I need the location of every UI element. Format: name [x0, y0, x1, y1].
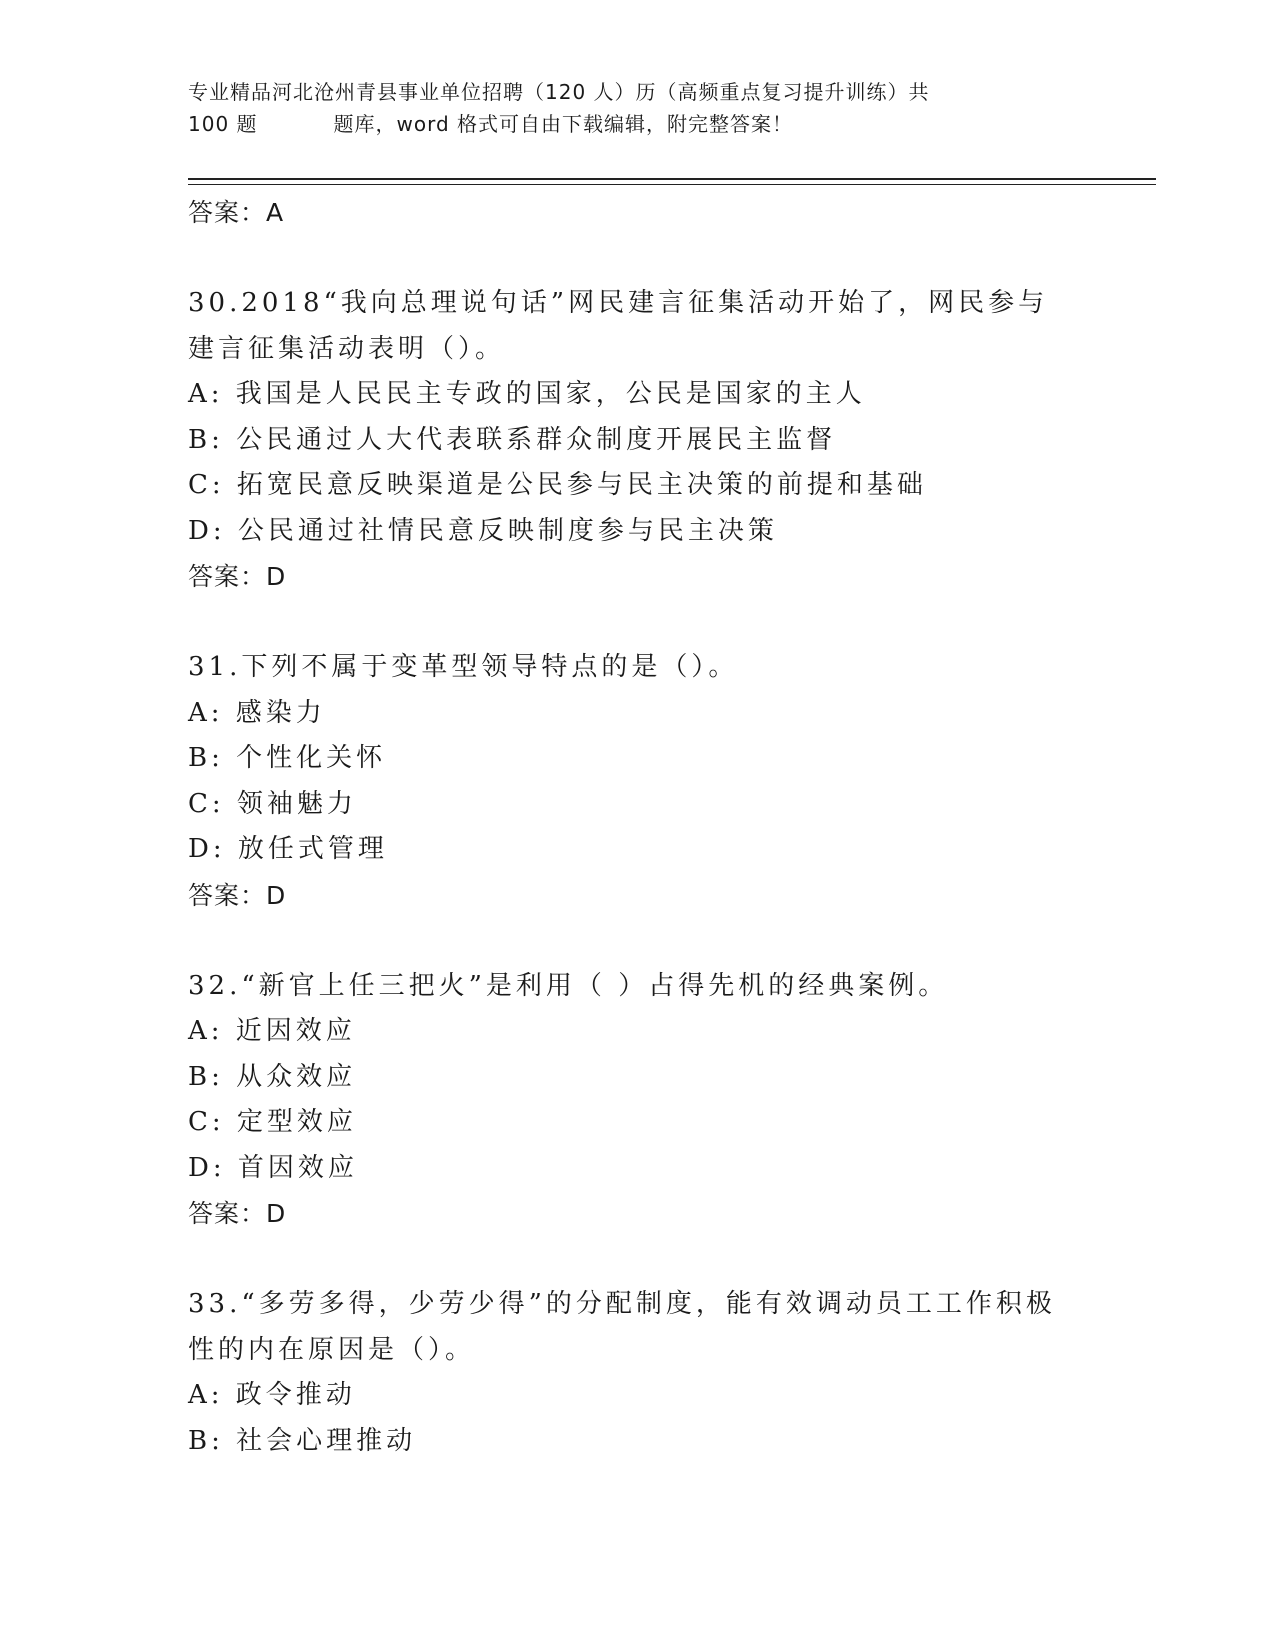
question-block-33: [188, 1282, 1088, 1464]
question-block-31: [188, 645, 1088, 919]
header-subtitle: 题库，word 格式可自由下载编辑，附完整答案！: [333, 112, 794, 136]
option-a: A: 近因效应: [188, 1016, 356, 1046]
page-header: [188, 76, 1068, 140]
option-d: D: 公民通过社情民意反映制度参与民主决策: [188, 515, 778, 546]
header-divider-thick: [188, 178, 1156, 180]
option-b: B: 从众效应: [188, 1061, 357, 1092]
option-a: A: 感染力: [188, 697, 326, 728]
option-a: A: 政令推动: [188, 1380, 356, 1410]
option-b: B: 个性化关怀: [188, 743, 387, 773]
option-d: D: 首因效应: [188, 1152, 358, 1183]
option-b: B: 社会心理推动: [188, 1425, 417, 1456]
header-title-line-1: 专业精品河北沧州青县事业单位招聘（120 人）历（高频重点复习提升训练）共: [188, 80, 930, 104]
option-d: D: 放任式管理: [188, 834, 388, 864]
answer-line: 答案：D: [188, 562, 287, 591]
answer-line: 答案：D: [188, 880, 287, 910]
header-divider-thin: [188, 184, 1156, 185]
header-count: 100 题: [188, 112, 258, 136]
option-c: C: 拓宽民意反映渠道是公民参与民主决策的前提和基础: [188, 470, 927, 500]
answer-carryover: 答案：A: [188, 198, 285, 227]
question-block-32: [188, 964, 1088, 1238]
question-text: 31.下列不属于变革型领导特点的是（）。: [188, 652, 739, 682]
option-a: A: 我国是人民民主专政的国家，公民是国家的主人: [188, 379, 866, 409]
question-text: 30.2018“我向总理说句话”网民建言征集活动开始了，网民参与建言征集活动表明（）。: [188, 288, 1049, 364]
question-text: 33.“多劳多得，少劳少得”的分配制度，能有效调动员工工作积极性的内在原因是（）。: [188, 1289, 1056, 1365]
header-title-line-2: [188, 108, 1068, 140]
option-c: C: 领袖魅力: [188, 788, 357, 819]
option-b: B: 公民通过人大代表联系群众制度开展民主监督: [188, 424, 837, 455]
question-block-30: [188, 281, 1088, 600]
question-text: 32.“新官上任三把火”是利用（ ）占得先机的经典案例。: [188, 970, 949, 1001]
question-list: [188, 190, 1088, 1464]
option-c: C: 定型效应: [188, 1107, 357, 1137]
answer-line: 答案：D: [188, 1199, 287, 1228]
